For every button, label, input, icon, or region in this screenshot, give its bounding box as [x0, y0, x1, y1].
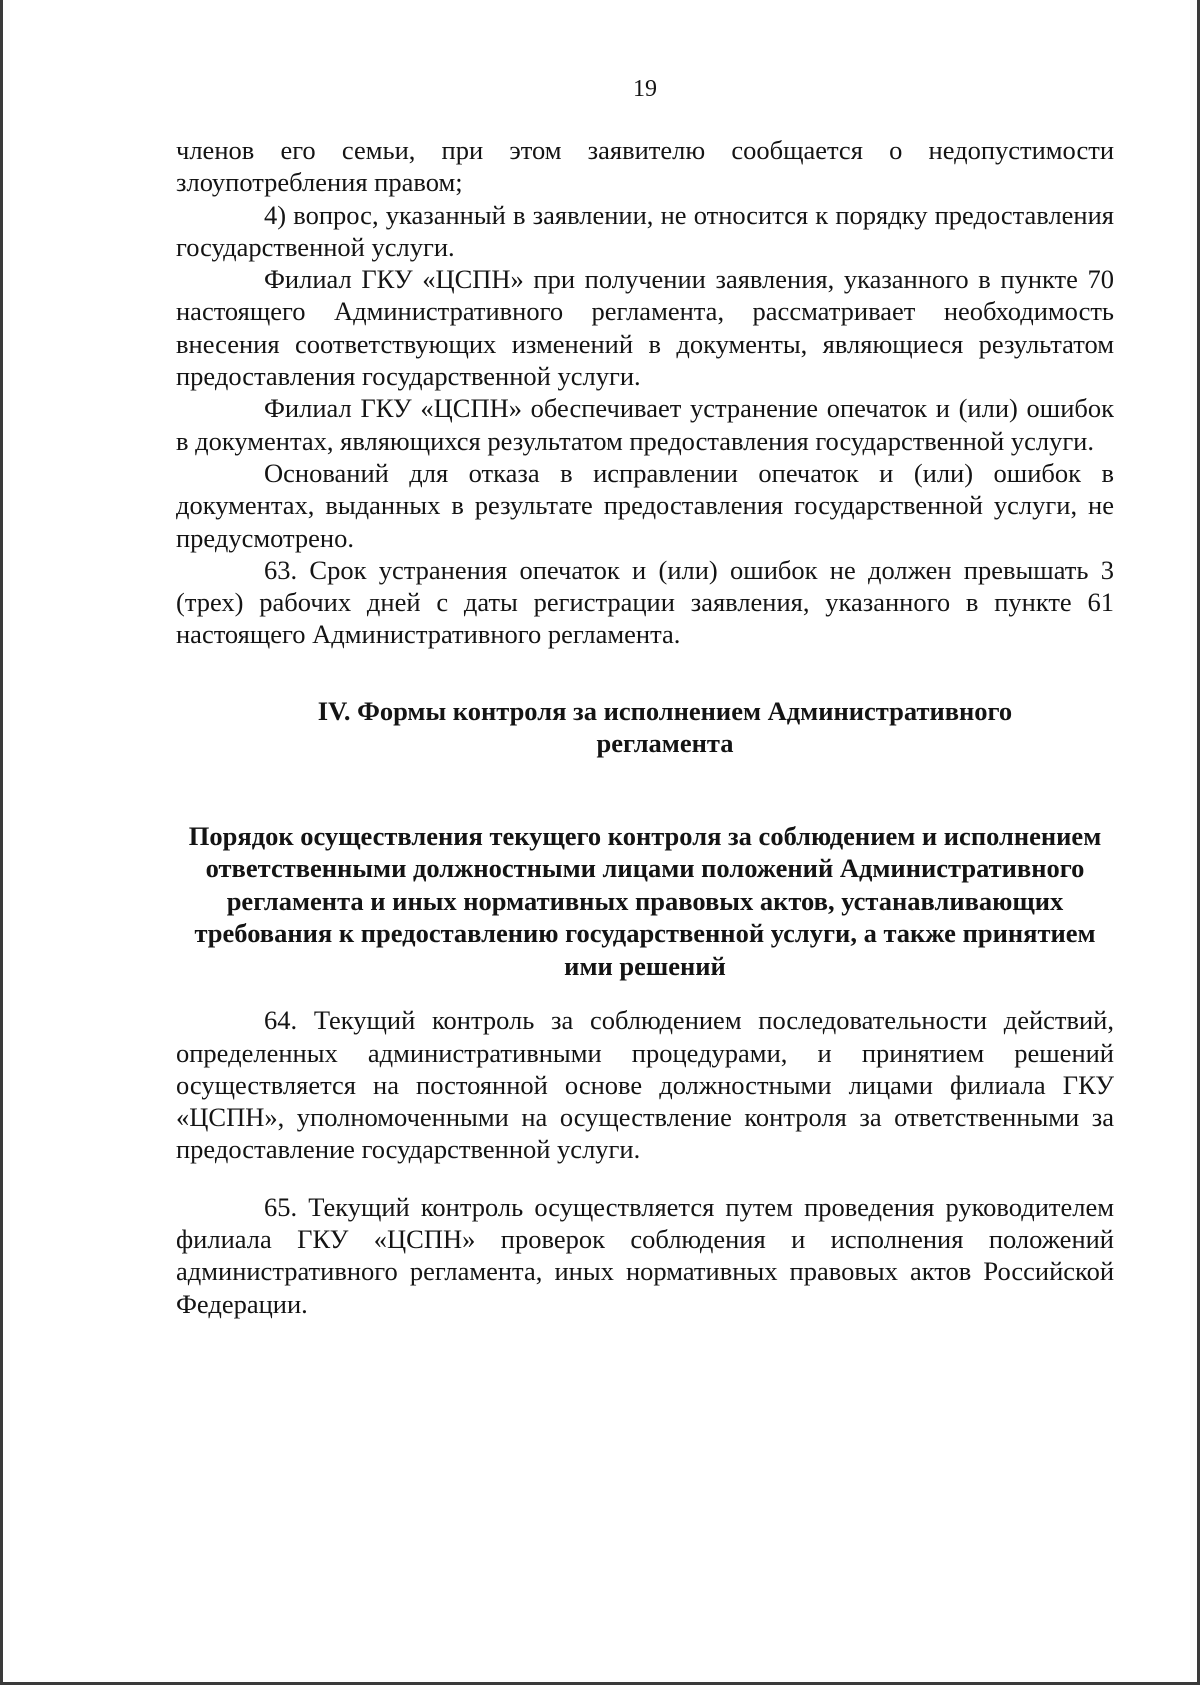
document-body — [176, 134, 1114, 1320]
paragraph-63: 63. Срок устранения опечаток и (или) ошибок не должен превышать 3 (трех) рабочих дней с даты регистрации заявления, указанного в пункте 61 настоящего Административного регламента. — [176, 554, 1114, 650]
paragraph: Филиал ГКУ «ЦСПН» обеспечивает устранение опечаток и (или) ошибок в документах, являющихся результатом предоставления государственной услуги. — [176, 393, 1114, 456]
paragraph-65: 65. Текущий контроль осуществляется путем проведения руководителем филиала ГКУ «ЦСПН» проверок соблюдения и исполнения положений административного регламента, иных нормативных правовых актов Российской Федерации. — [176, 1191, 1114, 1319]
paragraph: членов его семьи, при этом заявителю сообщается о недопустимости злоупотребления правом; — [176, 135, 1114, 198]
paragraph: 4) вопрос, указанный в заявлении, не относится к порядку предоставления государственной услуги. — [176, 199, 1114, 262]
section-heading: IV. Формы контроля за исполнением Административного регламента — [317, 695, 1013, 759]
scan-edge-left — [0, 0, 3, 1685]
paragraph: Филиал ГКУ «ЦСПН» при получении заявления, указанного в пункте 70 настоящего Административного регламента, рассматривает необходимость внесения соответствующих изменений в документы, являющиеся результатом предоставления государственной услуги. — [176, 264, 1114, 392]
page-number: 19 — [633, 76, 657, 102]
paragraph-64: 64. Текущий контроль за соблюдением последовательности действий, определенных административными процедурами, и принятием решений осуществляется на постоянной основе должностными лицами филиала ГКУ «ЦСПН», уполномоченными на осуществление контроля за ответственными за предоставление государственной услуги. — [176, 1005, 1114, 1165]
subsection-heading: Порядок осуществления текущего контроля за соблюдением и исполнением ответственными должностными лицами положений Административного регламента и иных нормативных правовых актов, устанавливающих требования к предоставлению государственной услуги, а также принятием ими решений — [188, 820, 1102, 981]
paragraph: Оснований для отказа в исправлении опечаток и (или) ошибок в документах, выданных в результате предоставления государственной услуги, не предусмотрено. — [176, 457, 1114, 553]
